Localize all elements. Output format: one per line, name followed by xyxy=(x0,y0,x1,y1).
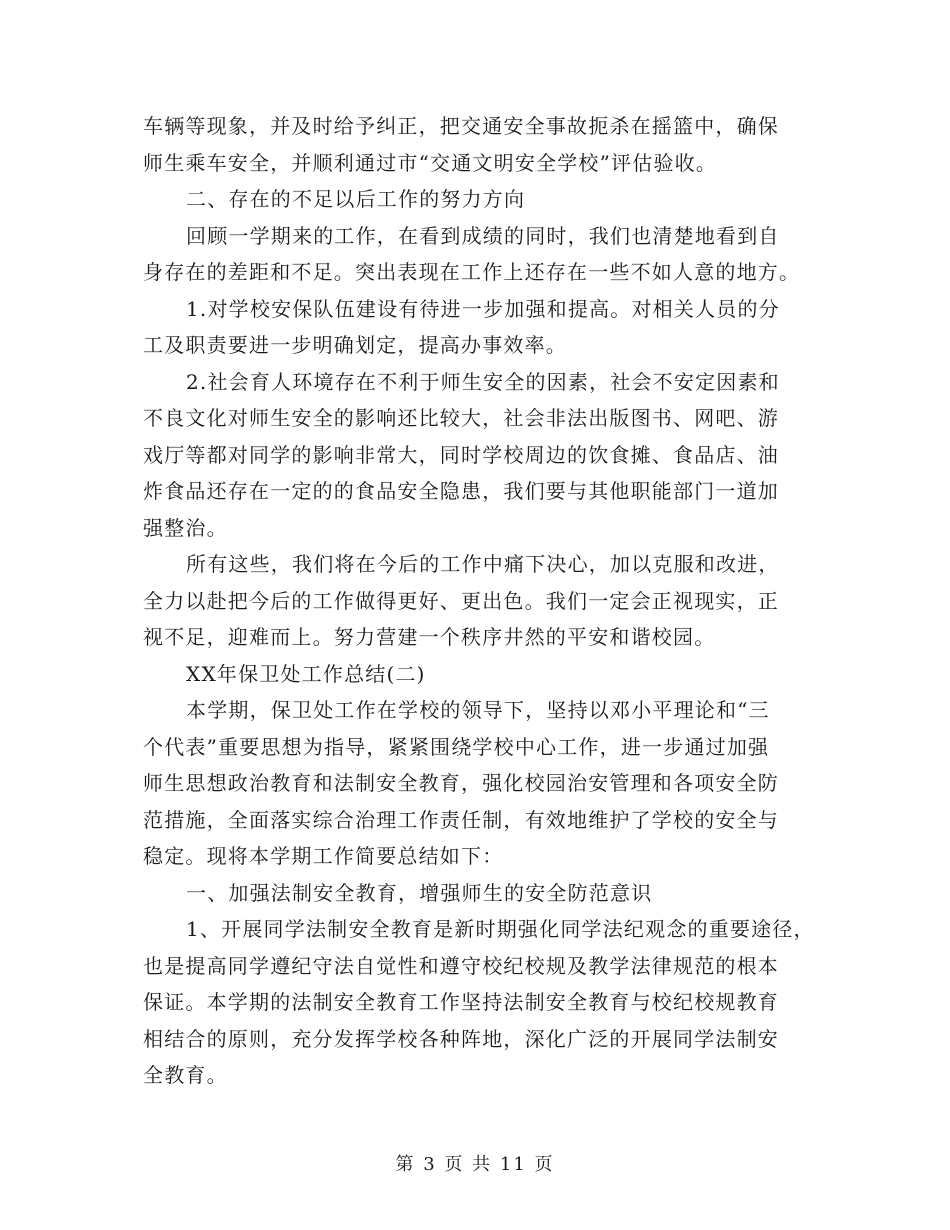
text-line: 师生思想政治教育和法制安全教育，强化校园治安管理和各项安全防 xyxy=(143,771,779,795)
text-line: 车辆等现象，并及时给予纠正，把交通安全事故扼杀在摇篮中，确保 xyxy=(143,114,779,138)
document-subtitle: XX年保卫处工作总结(二) xyxy=(186,661,426,686)
text-line: 保证。本学期的法制安全教育工作坚持法制安全教育与校纪校规教育 xyxy=(143,990,779,1014)
text-line: 不良文化对师生安全的影响还比较大，社会非法出版图书、网吧、游 xyxy=(143,406,779,430)
text-line: 戏厅等都对同学的影响非常大，同时学校周边的饮食摊、食品店、油 xyxy=(143,442,779,467)
text-line: 全力以赴把今后的工作做得更好、更出色。我们一定会正视现实，正 xyxy=(143,588,779,613)
text-line: 全教育。 xyxy=(143,1063,228,1087)
current-page-number: 3 xyxy=(423,1154,437,1175)
text-line: 师生乘车安全，并顺利通过市“交通文明安全学校”评估验收。 xyxy=(143,150,718,175)
footer-suffix: 页 xyxy=(534,1154,555,1175)
section-heading: 一、加强法制安全教育，增强师生的安全防范意识 xyxy=(186,880,653,905)
text-line: 工及职责要进一步明确划定，提高办事效率。 xyxy=(143,333,567,357)
total-page-count: 11 xyxy=(499,1154,527,1175)
text-line: 也是提高同学遵纪守法自觉性和遵守校纪校规及教学法律规范的根本 xyxy=(143,953,779,978)
text-line: 身存在的差距和不足。突出表现在工作上还存在一些不如人意的地方。 xyxy=(143,260,801,284)
text-line: 2.社会育人环境存在不利于师生安全的因素，社会不安定因素和 xyxy=(186,369,780,394)
section-heading: 二、存在的不足以后工作的努力方向 xyxy=(186,187,526,211)
text-line: 炸食品还存在一定的的食品安全隐患，我们要与其他职能部门一道加 xyxy=(143,479,779,503)
text-line: 1、开展同学法制安全教育是新时期强化同学法纪观念的重要途径， xyxy=(186,917,815,941)
text-line: 范措施，全面落实综合治理工作责任制，有效地维护了学校的安全与 xyxy=(143,807,779,832)
document-body xyxy=(143,108,823,1094)
text-line: 相结合的原则，充分发挥学校各种阵地，深化广泛的开展同学法制安 xyxy=(143,1026,779,1051)
text-line: 所有这些，我们将在今后的工作中痛下决心，加以克服和改进， xyxy=(186,552,780,576)
text-line: 回顾一学期来的工作，在看到成绩的同时，我们也清楚地看到自 xyxy=(186,223,780,248)
text-line: 1.对学校安保队伍建设有待进一步加强和提高。对相关人员的分 xyxy=(186,296,780,321)
text-line: 个代表”重要思想为指导，紧紧围绕学校中心工作，进一步通过加强 xyxy=(143,734,770,759)
page-footer xyxy=(0,1150,950,1176)
footer-prefix: 第 xyxy=(395,1154,416,1175)
text-line: 稳定。现将本学期工作简要总结如下： xyxy=(143,844,504,868)
text-line: 视不足，迎难而上。努力营建一个秩序井然的平安和谐校园。 xyxy=(143,625,716,649)
text-line: 强整治。 xyxy=(143,515,228,540)
footer-middle: 页 共 xyxy=(444,1154,493,1175)
text-line: 本学期，保卫处工作在学校的领导下，坚持以邓小平理论和“三 xyxy=(186,698,770,722)
